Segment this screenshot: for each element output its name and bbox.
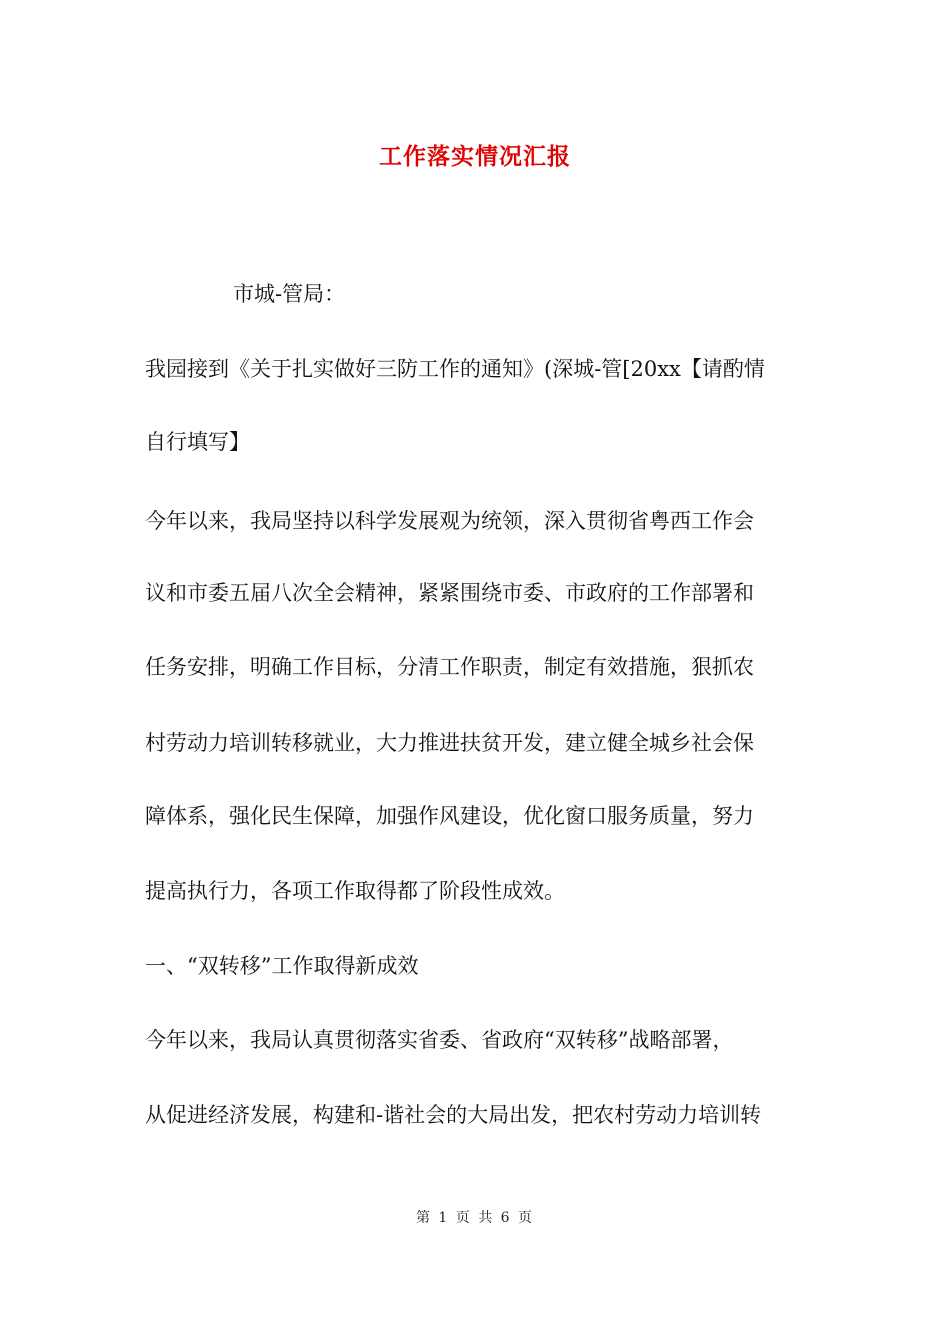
body-line: 今年以来，我局坚持以科学发展观为统领，深入贯彻省粤西工作会 (145, 509, 754, 533)
body-line: 村劳动力培训转移就业，大力推进扶贫开发，建立健全城乡社会保 (145, 731, 754, 755)
body-line: 我园接到《关于扎实做好三防工作的通知》(深城-管[20xx【请酌情 (145, 357, 765, 381)
body-line: 议和市委五届八次全会精神，紧紧围绕市委、市政府的工作部署和 (145, 581, 754, 605)
body-line: 自行填写】 (145, 430, 250, 454)
body-line: 从促进经济发展，构建和-谐社会的大局出发，把农村劳动力培训转 (145, 1103, 762, 1127)
document-title: 工作落实情况汇报 (379, 143, 571, 170)
body-line: 任务安排，明确工作目标，分清工作职责，制定有效措施，狠抓农 (145, 655, 754, 679)
salutation-line: 市城-管局： (233, 282, 346, 306)
section-heading: 一、“双转移”工作取得新成效 (145, 954, 419, 978)
body-line: 障体系，强化民生保障，加强作风建设，优化窗口服务质量，努力 (145, 804, 754, 828)
body-line: 提高执行力，各项工作取得都了阶段性成效。 (145, 879, 565, 903)
body-line: 今年以来，我局认真贯彻落实省委、省政府“双转移”战略部署， (145, 1028, 734, 1052)
page-footer: 第 1 页 共 6 页 (415, 1210, 535, 1226)
